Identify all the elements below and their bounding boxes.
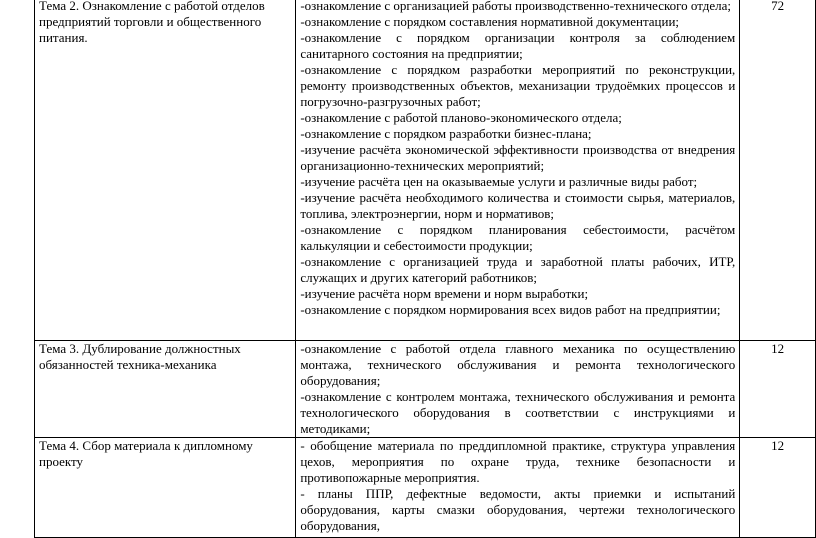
table-row [35,438,816,538]
topic-title: Тема 2. Ознакомление с работой отделов предприятий торговли и общественного питания. [39,0,265,45]
hours-cell [740,438,816,538]
content-item: -ознакомление с организацией работы производственно-технического отдела; [300,0,732,13]
content-item: -изучение расчёта необходимого количества и стоимости сырья, материалов, топлива, электроэнергии, норм и нормативов; [300,190,736,221]
content-item: -ознакомление с порядком разработки бизнес-плана; [300,126,592,141]
topic-cell [35,341,296,438]
content-item: -ознакомление с порядком составления нормативной документации; [300,14,680,29]
content-item: -изучение расчёта экономической эффективности производства от внедрения организационно-технических мероприятий; [300,142,736,173]
content-item: -ознакомление с порядком организации контроля за соблюдением санитарного состояния на предприятии; [300,30,736,61]
content-item: -ознакомление с организацией труда и заработной платы рабочих, ИТР, служащих и других категорий работников; [300,254,736,285]
content-cell [296,0,740,341]
content-item: -ознакомление с работой отдела главного механика по осуществлению монтажа, технического обслуживания и ремонта технологического оборудования; [300,341,736,388]
content-item: - обобщение материала по преддипломной практике, структура управления цехов, мероприятия по охране труда, технике безопасности и противопожарные мероприятия. [300,438,736,485]
content-item: -изучение расчёта цен на оказываемые услуги и различные виды работ; [300,174,698,189]
content-item: -изучение расчёта норм времени и норм выработки; [300,286,589,301]
content-item: -ознакомление с контролем монтажа, технического обслуживания и ремонта технологического оборудования в соответствии с инструкциями и методиками; [300,389,736,436]
table-row [35,0,816,341]
content-cell [296,438,740,538]
hours-value: 12 [771,438,785,453]
content-item: -ознакомление с порядком нормирования всех видов работ на предприятии; [300,302,721,317]
hours-value: 72 [771,0,785,13]
topic-cell [35,438,296,538]
practice-plan-table [34,0,816,538]
content-item: - планы ППР, дефектные ведомости, акты приемки и испытаний оборудования, карты смазки оборудования, чертежи технологического оборудования, [300,486,736,533]
topic-title: Тема 4. Сбор материала к дипломному проекту [39,438,253,469]
content-item: -ознакомление с порядком планирования себестоимости, расчётом калькуляции и себестоимости продукции; [300,222,736,253]
hours-cell [740,0,816,341]
hours-cell [740,341,816,438]
hours-value: 12 [771,341,785,356]
table-row [35,341,816,438]
content-cell [296,341,740,438]
topic-cell [35,0,296,341]
content-item: -ознакомление с порядком разработки мероприятий по реконструкции, ремонту производственных объектов, механизации трудоёмких процессов и погрузочно-разгрузочных работ; [300,62,736,109]
topic-title: Тема 3. Дублирование должностных обязанностей техника-механика [39,341,241,372]
content-item: -ознакомление с работой планово-экономического отдела; [300,110,622,125]
